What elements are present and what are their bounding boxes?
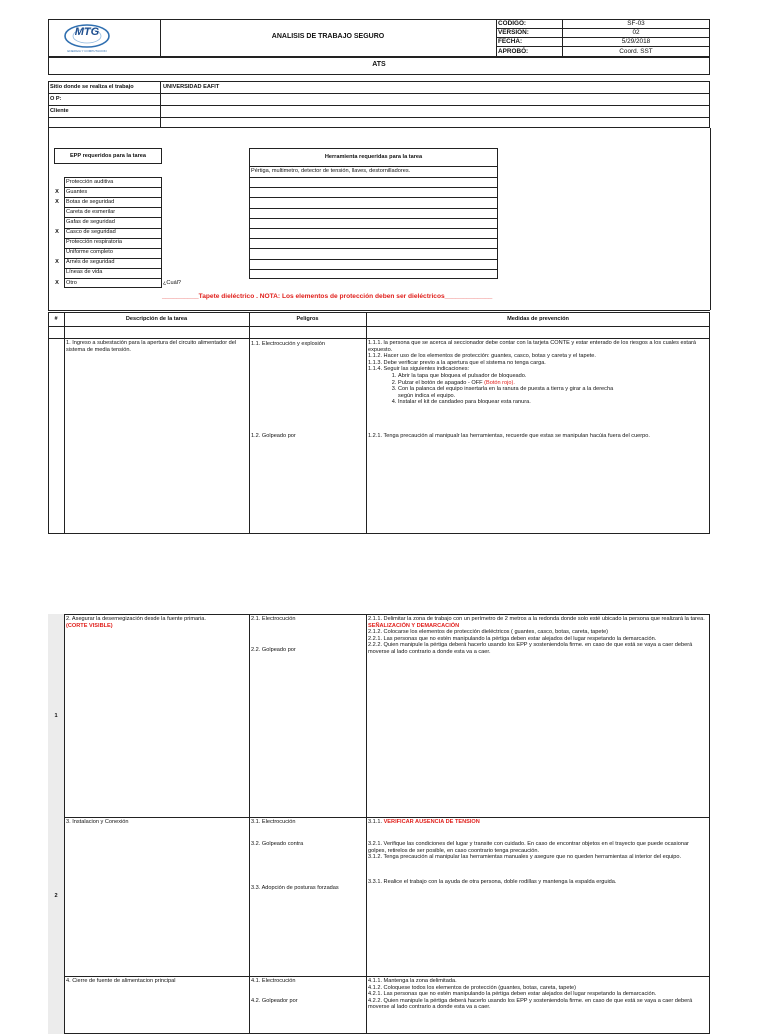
tools-value: Pértiga, multimetro, detector de tensión, llaves, destornilladores.: [251, 168, 411, 174]
epp-item-label: Careta de esmerilar: [66, 208, 116, 215]
epp-other-label: ¿Cuál?: [163, 280, 182, 286]
epp-check-mark: X: [55, 259, 59, 266]
row-2-prevention-1: 3.1.1. VERIFICAR AUSENCIA DE TENSION: [368, 819, 480, 825]
epp-check-mark: X: [55, 188, 59, 195]
col-header-description: Descripción de la tarea: [125, 316, 188, 322]
epp-item-label: Guantes: [66, 188, 88, 195]
row-2-hazard-1: 3.1. Electrocución: [251, 819, 296, 825]
task-1-prevention-text: 1.1.1. la persona que se acerca al seccionador debe contar con la tarjeta CONTE y estar enterado de los riesgos a los cuales estará expuesto. 1.1.2. Hacer uso de los elementos de protección: guantes, casco, botas y careta y el tapete. 1.1.3. Debe verificar previo a la apertura que el sistema no tenga carga. 1.1.4. Seguir las siguientes indicaciones:: [368, 340, 697, 373]
tools-title: Herramienta requeridas para la tarea: [324, 154, 423, 160]
meta-label-code: CODIGO:: [498, 20, 527, 27]
document-title: ANALISIS DE TRABAJO SEGURO: [271, 33, 385, 40]
meta-label-approved: APROBÓ:: [498, 48, 529, 55]
task-1-hazard-1: 1.1. Electrocución y explosión: [251, 341, 326, 347]
meta-value-version: 02: [632, 29, 640, 36]
task-1-prevention-2: 1.2.1. Tenga precaución al manipualr las herramientas, recuerde que estas se manipulan hacúia fuera del cuerpo.: [368, 433, 650, 439]
task-1-step-red: (Botón rojo).: [484, 379, 515, 386]
epp-title: EPP requeridos para la tarea: [69, 153, 147, 159]
row-2-number: 2: [54, 893, 58, 899]
meta-value-code: SF-03: [627, 20, 645, 27]
task-1-step: 2. Pulzar el botón de apagado - OFF (Botón rojo).: [398, 380, 708, 387]
meta-label-version: VERSION:: [498, 29, 529, 36]
row-3-hazard-2: 4.2. Golpeador por: [251, 998, 298, 1004]
row-3-prevention: 4.1.1. Mantenga la zona delimitada. 4.1.2. Coloquese todos los elementos de protección (guantes, botas, careta, tapete) 4.2.1. Las personas que no estén manipulando la pértiga deben estar alejados del lugar respetando la demarcación. 4.2.2. Quien manipule la pértiga deberá hacerlo usando los EPP y sosteniendola firme. en caso de que está se vaya a caer deberá moverse al lado contrario a donde esta va a caer.: [368, 978, 693, 1011]
task-1-step: 4. Instalar el kit de candadeo para bloquear esta ranura.: [398, 399, 708, 406]
task-1-step: 3. Con la palanca del equipo insertarla en la ranura de puesta a tierra y girar a la derecha según indica el equipo.: [398, 386, 708, 399]
task-1-steps: [368, 373, 708, 406]
meta-value-approved: Coord. SST: [619, 48, 653, 55]
meta-label-date: FECHA:: [498, 38, 523, 45]
task-1-hazard-2: 1.2. Golpeado por: [251, 433, 296, 439]
row-1-number: 1: [54, 713, 58, 719]
row-1-hazard-2: 2.2. Golpeado por: [251, 647, 296, 653]
epp-item-label: Casco de seguridad: [66, 229, 116, 235]
row-1-prevention: 2.1.1. Delimitar la zona de trabajo con un perímetro de 2 metros a la redonda donde solo esté ubicado la persona que realizará la tarea. SEÑALIZACIÓN Y DEMARCACIÓN 2.1.2. Colocarse los elementos de protección dieléctricos ( guantes, casco, botas, careta, tapete) 2.2.1. Las personas que no estén manipulando la pértiga deben estar alejados del lugar respetando la demarcación. 2.2.2. Quien manipule la pértiga deberá hacerlo usando los EPP y sosteniendola firme. en caso de que está se vaya a caer deberá moverse al lado contrario a donde esta va a caer.: [368, 616, 708, 656]
epp-item-label: Otro: [66, 279, 77, 286]
row-2-description: 3. Instalacion y Conexión: [66, 819, 129, 825]
ats-title: ATS: [372, 61, 386, 68]
site-value: UNIVERSIDAD EAFIT: [163, 84, 220, 90]
row-3-hazard-1: 4.1. Electrocución: [251, 978, 296, 984]
site-label: Sitio donde se realiza el trabajo: [50, 84, 134, 90]
epp-check-mark: X: [55, 229, 59, 235]
epp-check-mark: X: [55, 279, 59, 286]
row-1-prevention-rest: 2.1.2. Colocarse los elementos de protección dieléctricos ( guantes, casco, botas, careta, tapete) 2.2.1. Las personas que no estén manipulando la pértiga deben estar alejados del lugar respetando la demarcación. 2.2.2. Quien manipule la pértiga deberá hacerlo usando los EPP y sosteniendola firme. en caso de que está se vaya a caer deberá moverse al lado contrario a donde esta va a caer.: [368, 629, 693, 655]
logo-subtitle: ENERGIA Y COMPUTACION: [67, 49, 107, 53]
op-label: O P:: [50, 96, 62, 102]
row-1-prevention-red: SEÑALIZACIÓN Y DEMARCACIÓN: [368, 622, 460, 629]
meta-value-date: 5/29/2018: [621, 38, 651, 45]
epp-check-mark: X: [55, 198, 59, 205]
epp-item-label: Uniforme completo: [66, 249, 113, 256]
epp-item-label: Gafas de seguridad: [66, 218, 115, 225]
epp-item-label: Líneas de vida: [66, 269, 103, 276]
epp-item-label: Arnés de seguridad: [66, 259, 115, 266]
row-3-description: 4. Cierre de fuente de alimentacion principal: [66, 978, 176, 984]
row-1-description: 2. Asegurar la desernegización desde la fuente primaria. (CORTE VISIBLE): [66, 616, 206, 629]
row-number-column: [48, 614, 64, 1034]
row-2-prevention-3: 3.3.1. Realice el trabajo con la ayuda de otra persona, doble rodillas y mantenga la espalda erguida.: [368, 879, 617, 885]
row-2-prevention-2: 3.2.1. Verifique las condiciones del lugar y transite con cuidado. En caso de encontrar objetos en el trayecto que puede ocasionar golpes, retirelos de ser posible, en caso coontrario tenga precaución. 3.1.2. Tenga precaución al manipular las herramientas manuales y asegure que no queden herramientas al interior del equipo.: [368, 841, 689, 861]
row-1-hazard-1: 2.1. Electrocución: [251, 616, 296, 622]
client-label: Cliente: [50, 108, 69, 114]
row-2-prevention-red: VERIFICAR AUSENCIA DE TENSION: [383, 819, 480, 825]
col-header-number: #: [54, 316, 58, 322]
row-1-description-red: (CORTE VISIBLE): [66, 622, 113, 629]
row-2-hazard-3: 3.3. Adopción de posturas forzadas: [251, 885, 339, 891]
row-2-hazard-2: 3.2. Golpeado contra: [251, 841, 304, 847]
epp-item-label: Botas de seguridad: [66, 198, 115, 205]
epp-item-label: Protección respiratoria: [66, 239, 122, 246]
col-header-prevention: Medidas de prevención: [507, 316, 569, 322]
logo-text: MTG: [74, 26, 100, 38]
col-header-hazards: Peligros: [296, 316, 319, 322]
epp-note: __________Tapete dieléctrico . NOTA: Los elementos de protección deben ser dieléctricos_____________: [162, 293, 493, 300]
task-1-step: 1. Abrir la tapa que bloquea el pulsador de bloqueado.: [398, 373, 708, 380]
task-1-description: 1. Ingreso a subestación para la apertura del circuito alimentador del sistema de media tensión.: [66, 340, 237, 353]
task-1-prevention-1: [368, 340, 708, 406]
epp-item-label: Protección auditiva: [66, 178, 114, 185]
